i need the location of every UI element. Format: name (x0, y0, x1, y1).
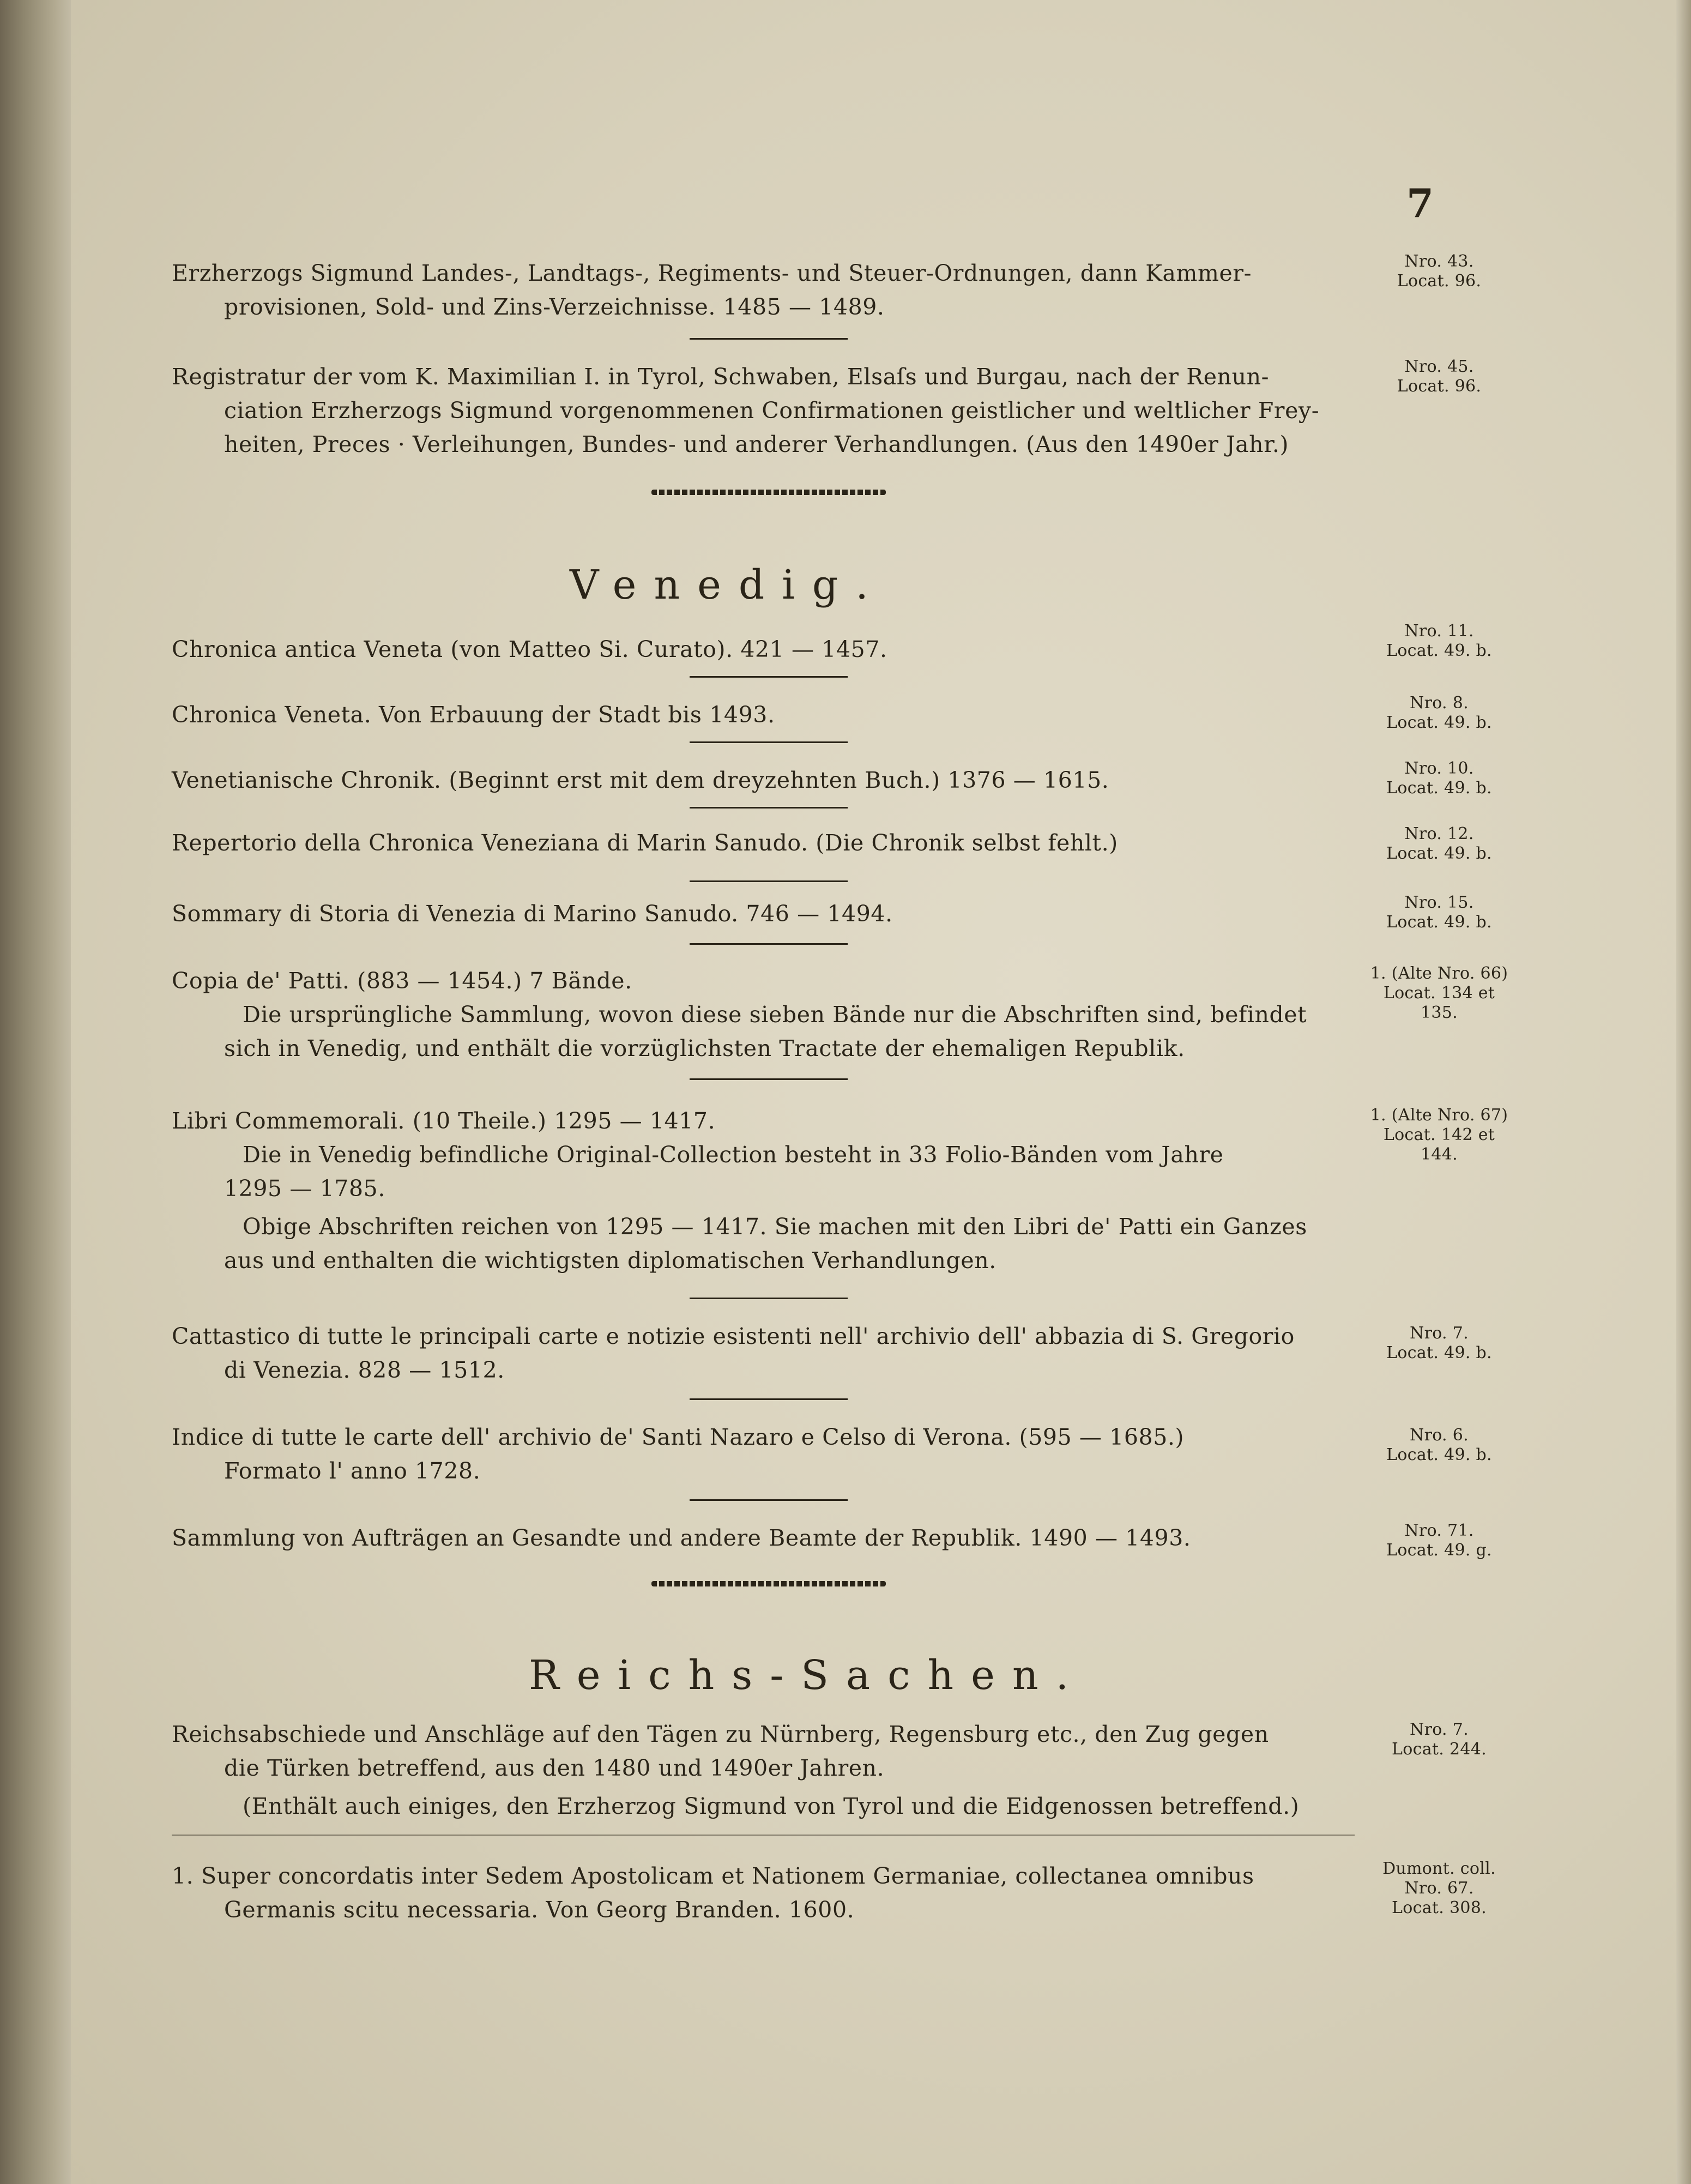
entry-sammlung-von-auftraegen (172, 1521, 1355, 1555)
entry-note: sich in Venedig, und enthält die vorzüglichsten Tractate der ehemaligen Republik. (224, 1035, 1185, 1061)
separator-rule (690, 741, 848, 743)
entry-line: Chronica antica Veneta (von Matteo Si. Curato). 421 — 1457. (172, 636, 887, 662)
ref-line: Nro. 71. (1404, 1521, 1474, 1540)
ref-line: Locat. 96. (1397, 272, 1482, 291)
entry-note: (Enthält auch einiges, den Erzherzog Sigmund von Tyrol und die Eidgenossen betreffend.) (243, 1793, 1300, 1819)
catalog-reference (1360, 1324, 1518, 1363)
separator-rule (690, 807, 848, 809)
ornamental-divider (651, 1581, 886, 1586)
entry-line: provisionen, Sold- und Zins-Verzeichnisse. 1485 — 1489. (224, 294, 885, 320)
ref-line: Nro. 45. (1404, 357, 1474, 376)
entry-super-concordatis (172, 1859, 1355, 1927)
catalog-reference (1360, 1859, 1518, 1918)
entry-cattastico (172, 1319, 1355, 1387)
catalog-reference (1360, 964, 1518, 1023)
entry-line: heiten, Preces · Verleihungen, Bundes- und anderer Verhandlungen. (Aus den 1490er Jahr.) (224, 431, 1289, 457)
separator-rule (690, 1398, 848, 1400)
ref-line: Nro. 12. (1404, 824, 1474, 843)
ref-line: 135. (1421, 1003, 1458, 1022)
separator-rule (690, 1078, 848, 1080)
entry-line: Sammlung von Aufträgen an Gesandte und andere Beamte der Republik. 1490 — 1493. (172, 1525, 1191, 1551)
book-gutter (0, 0, 71, 2184)
ref-line: Locat. 244. (1392, 1740, 1487, 1759)
entry-line: Reichsabschiede und Anschläge auf den Tägen zu Nürnberg, Regensburg etc., den Zug gegen (172, 1721, 1269, 1747)
catalog-reference (1360, 357, 1518, 396)
entry-venetianische-chronik (172, 763, 1355, 797)
entry-line: die Türken betreffend, aus den 1480 und 1490er Jahren. (224, 1755, 885, 1781)
ref-line: Locat. 49. b. (1386, 713, 1492, 732)
ref-line: Locat. 134 et (1383, 984, 1495, 1003)
entry-line: Chronica Veneta. Von Erbauung der Stadt bis 1493. (172, 702, 775, 728)
ref-line: Nro. 11. (1404, 622, 1474, 641)
catalog-reference (1360, 1426, 1518, 1465)
entry-line: Germanis scitu necessaria. Von Georg Branden. 1600. (224, 1897, 855, 1923)
entry-line: Registratur der vom K. Maximilian I. in Tyrol, Schwaben, Elsaſs und Burgau, nach der Renun- (172, 364, 1270, 390)
entry-indice (172, 1420, 1355, 1488)
ref-line: Locat. 96. (1397, 377, 1482, 396)
separator-rule (690, 338, 848, 340)
entry-line: Cattastico di tutte le principali carte e notizie esistenti nell' archivio dell' abbazia di S. Gregorio (172, 1323, 1295, 1349)
page-number: 7 (1406, 180, 1434, 226)
entry-note: Obige Abschriften reichen von 1295 — 1417. Sie machen mit den Libri de' Patti ein Ganzes (243, 1214, 1307, 1240)
ref-line: Nro. 67. (1404, 1879, 1474, 1898)
document-page (71, 0, 1676, 2184)
ref-line: Locat. 49. b. (1386, 913, 1492, 932)
ref-line: Locat. 142 et (1383, 1125, 1495, 1144)
entry-line: 1. Super concordatis inter Sedem Apostolicam et Nationem Germaniae, collectanea omnibus (172, 1863, 1254, 1889)
section-heading-reichs-sachen: Reichs-Sachen. (529, 1652, 1086, 1699)
entry-note: Die ursprüngliche Sammlung, wovon diese sieben Bände nur die Abschriften sind, befindet (243, 1001, 1307, 1028)
catalog-reference (1360, 824, 1518, 864)
ref-line: Nro. 15. (1404, 893, 1474, 912)
catalog-reference (1360, 622, 1518, 661)
ref-line: Dumont. coll. (1382, 1859, 1496, 1878)
entry-line: Sommary di Storia di Venezia di Marino Sanudo. 746 — 1494. (172, 901, 893, 927)
ref-line: Locat. 308. (1392, 1898, 1487, 1917)
catalog-reference (1360, 893, 1518, 932)
ref-line: Nro. 7. (1410, 1720, 1469, 1739)
ref-line: Nro. 6. (1410, 1426, 1469, 1445)
ref-line: 1. (Alte Nro. 67) (1370, 1106, 1508, 1125)
separator-rule (690, 943, 848, 945)
separator-rule (690, 880, 848, 882)
separator-rule (172, 1835, 1355, 1836)
entry-note: 1295 — 1785. (224, 1175, 385, 1202)
ref-line: Nro. 7. (1410, 1324, 1469, 1343)
separator-rule (690, 1298, 848, 1299)
entry-line: Repertorio della Chronica Veneziana di Marin Sanudo. (Die Chronik selbst fehlt.) (172, 830, 1118, 856)
entry-line: Indice di tutte le carte dell' archivio de' Santi Nazaro e Celso di Verona. (595 — 1685.) (172, 1424, 1185, 1450)
entry-libri-commemorali (172, 1104, 1355, 1277)
entry-line: ciation Erzherzogs Sigmund vorgenommenen Confirmationen geistlicher und weltlicher Frey- (224, 397, 1320, 424)
catalog-reference (1360, 759, 1518, 798)
catalog-reference (1360, 1521, 1518, 1560)
separator-rule (690, 1499, 848, 1501)
ref-line: Locat. 49. b. (1386, 1445, 1492, 1464)
entry-registratur (172, 360, 1355, 461)
ref-line: Locat. 49. b. (1386, 779, 1492, 798)
ref-line: Nro. 10. (1404, 759, 1474, 778)
entry-line: Copia de' Patti. (883 — 1454.) 7 Bände. (172, 968, 632, 994)
entry-line: Formato l' anno 1728. (224, 1458, 481, 1484)
entry-reichsabschiede (172, 1717, 1355, 1823)
entry-line: Erzherzogs Sigmund Landes-, Landtags-, Regiments- und Steuer-Ordnungen, dann Kammer- (172, 260, 1252, 286)
catalog-reference (1360, 1720, 1518, 1759)
ref-line: 144. (1421, 1145, 1458, 1164)
entry-chronica-veneta (172, 698, 1355, 732)
entry-copia-de-patti (172, 964, 1355, 1065)
separator-rule (690, 676, 848, 678)
entry-line: di Venezia. 828 — 1512. (224, 1357, 505, 1383)
entry-line: Libri Commemorali. (10 Theile.) 1295 — 1417. (172, 1108, 716, 1134)
entry-chronica-antica (172, 632, 1355, 666)
ref-line: Nro. 8. (1410, 693, 1469, 713)
catalog-reference (1360, 1106, 1518, 1165)
ref-line: Locat. 49. g. (1386, 1541, 1492, 1560)
entry-note: aus und enthalten die wichtigsten diplomatischen Verhandlungen. (224, 1247, 997, 1274)
entry-sommary (172, 897, 1355, 931)
ref-line: Locat. 49. b. (1386, 1343, 1492, 1362)
catalog-reference (1360, 252, 1518, 291)
ref-line: 1. (Alte Nro. 66) (1370, 964, 1508, 983)
ref-line: Locat. 49. b. (1386, 641, 1492, 660)
ref-line: Locat. 49. b. (1386, 844, 1492, 863)
ornamental-divider (651, 490, 886, 495)
section-heading-venedig: Venedig. (570, 562, 886, 608)
entry-line: Venetianische Chronik. (Beginnt erst mit dem dreyzehnten Buch.) 1376 — 1615. (172, 767, 1109, 793)
entry-note: Die in Venedig befindliche Original-Collection besteht in 33 Folio-Bänden vom Jahre (243, 1142, 1224, 1168)
page-edge (1676, 0, 1691, 2184)
catalog-reference (1360, 693, 1518, 733)
entry-repertorio (172, 826, 1355, 860)
ref-line: Nro. 43. (1404, 252, 1474, 271)
entry-erzherzogs-sigmund (172, 256, 1355, 324)
